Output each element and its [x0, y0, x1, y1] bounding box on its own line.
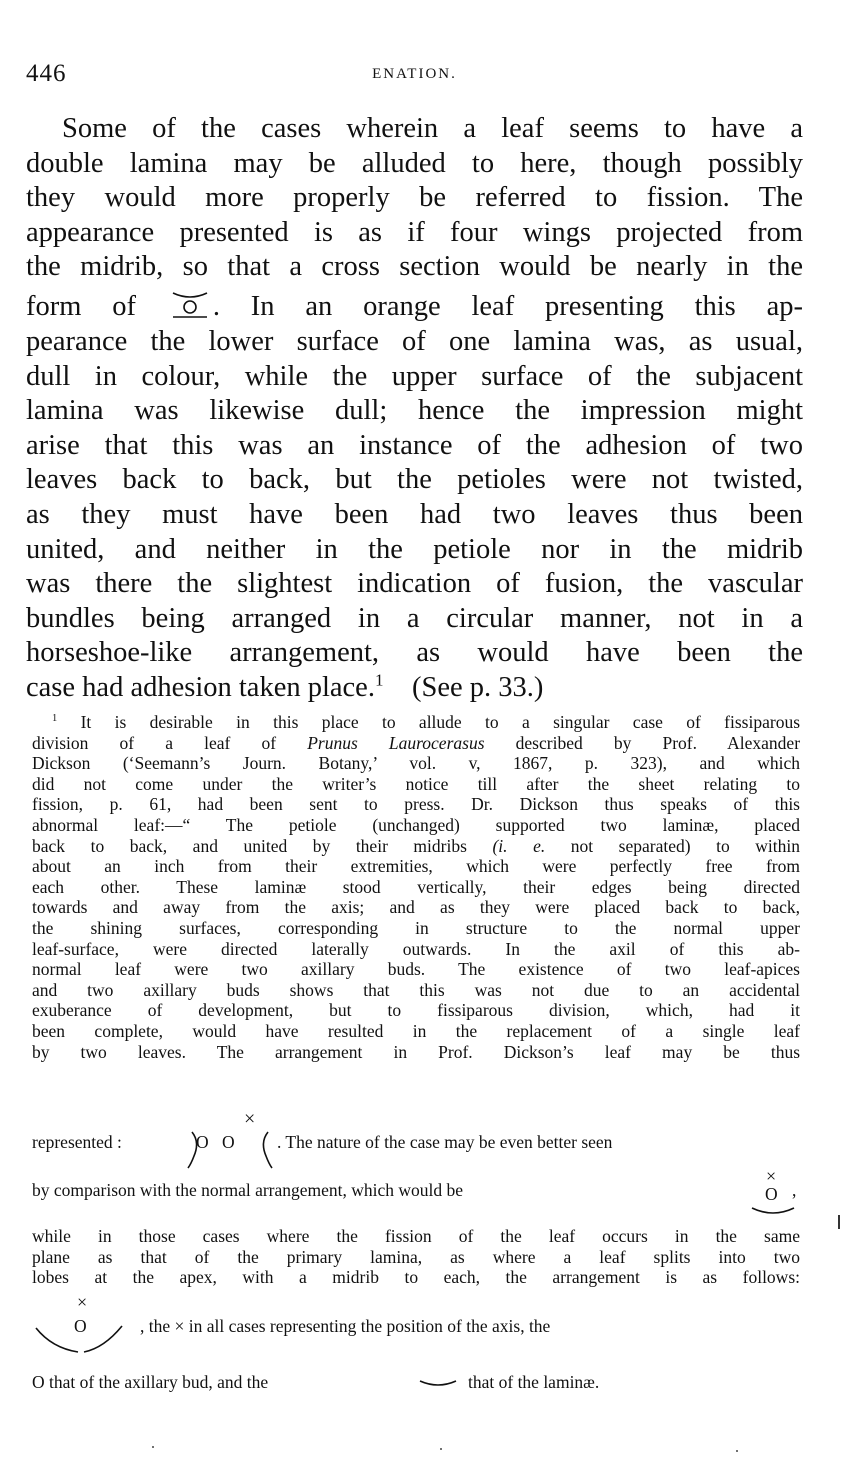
text-segment: It is desirable in this place to allude to a singular case of fissiparous: [80, 712, 801, 732]
ie-abbrev: (i. e.: [492, 835, 546, 856]
footnote-symbol-row: [32, 1166, 800, 1222]
footnote-symbol-row: [32, 1108, 800, 1172]
footnote-line: towards and away from the axis; and as they were placed back to back,: [32, 897, 800, 918]
footnote-line: the shining surfaces, corresponding in structure to the normal upper: [32, 917, 800, 938]
footnote-continuation: [32, 1226, 800, 1288]
footnote-line: [32, 712, 800, 733]
text-line: Some of the cases wherein a leaf seems to have a: [62, 113, 803, 144]
footnote-line: exuberance of development, but to fissiparous division, which, had it: [32, 1000, 800, 1021]
footnote-line: plane as that of the primary lamina, as where a leaf splits into two: [32, 1246, 800, 1267]
lamina-curve-symbol: [418, 1378, 458, 1390]
footnote: [32, 712, 800, 1062]
text-line: appearance presented is as if four wings projected from: [26, 216, 803, 248]
footnote-line: while in those cases where the fission of the leaf occurs in the same: [32, 1226, 800, 1246]
text-line: double lamina may be alluded to here, though possibly: [26, 147, 803, 179]
text-line: arise that this was an instance of the adhesion of two: [26, 429, 803, 461]
footnote-line: lobes at the apex, with a midrib to each, the arrangement is as follows:: [32, 1267, 800, 1288]
bud-text: O that of the axillary bud, and the: [32, 1372, 269, 1392]
text-line: horseshoe-like arrangement, as would have been the: [26, 637, 803, 669]
footnote-line: leaf-surface, were directed laterally outwards. In the axil of this ab-: [32, 938, 800, 959]
cross-section-symbol: [167, 287, 213, 321]
page-number: 446: [26, 60, 67, 87]
axis-cross-symbol: ×: [244, 1108, 256, 1130]
text-line: [26, 671, 803, 706]
running-head: ENATION.: [372, 66, 457, 82]
footnote-line: by two leaves. The arrangement in Prof. Dickson’s leaf may be thus: [32, 1041, 800, 1062]
footnote-marker: 1: [52, 713, 58, 725]
text-line: bundles being arranged in a circular manner, not in a: [26, 602, 803, 634]
footnote-line: did not come under the writer’s notice till after the sheet relating to: [32, 773, 800, 794]
footnote-line: abnormal leaf:—“ The petiole (unchanged) supported two laminæ, placed: [32, 814, 800, 835]
footnote-symbol-row: [32, 1372, 800, 1402]
text-line: as they must have been had two leaves thus been: [26, 498, 803, 530]
text-segment: not separated) to within: [570, 835, 801, 856]
comparison-text: by comparison with the normal arrangement, which would be: [32, 1180, 464, 1200]
page-header: [26, 60, 803, 92]
lamina-curve-symbol: [750, 1204, 796, 1218]
footnote-line: been complete, would have resulted in the replacement of a single leaf: [32, 1020, 800, 1041]
text-line: dull in colour, while the upper surface of the subjacent: [26, 360, 803, 392]
laminae-text: that of the laminæ.: [468, 1372, 600, 1392]
bud-symbol: O: [196, 1132, 209, 1152]
bud-symbol: O: [74, 1316, 87, 1336]
text-line: was there the slightest indication of fusion, the vascular: [26, 568, 803, 600]
main-paragraph: [26, 112, 803, 706]
footnote-line: [32, 733, 800, 754]
footnote-line: each other. These laminæ stood vertically, their edges being directed: [32, 876, 800, 897]
text-line: united, and neither in the petiole nor in the midrib: [26, 533, 803, 565]
text-line: pearance the lower surface of one lamina was, as usual,: [26, 325, 803, 357]
bud-symbol: O: [765, 1184, 778, 1204]
footnote-line: Dickson (‘Seemann’s Journ. Botany,’ vol. v, 1867, p. 323), and which: [32, 753, 800, 774]
text-segment: division of a leaf of: [32, 732, 277, 753]
scan-edge-mark: [838, 1215, 840, 1229]
axis-cross-symbol: ×: [766, 1166, 777, 1186]
footnote-line: and two axillary buds shows that this was not due to an accidental: [32, 979, 800, 1000]
nature-text: . The nature of the case may be even better seen: [277, 1132, 613, 1152]
text-segment: case had adhesion taken place.: [26, 671, 375, 703]
bud-symbol: O: [222, 1132, 235, 1152]
text-line: the midrib, so that a cross section would be nearly in the: [26, 251, 803, 283]
footnote-symbol-row: [32, 1292, 800, 1362]
footnote-line: normal leaf were two axillary buds. The existence of two leaf-apices: [32, 959, 800, 980]
axis-text: , the × in all cases representing the position of the axis, the: [140, 1316, 551, 1336]
text-segment: back to back, and united by their midribs: [32, 835, 467, 856]
text-segment: described by Prof. Alexander: [515, 732, 801, 753]
text-line: they would more properly be referred to fission. The: [26, 182, 803, 214]
represented-label: represented :: [32, 1132, 122, 1152]
text-line: lamina was likewise dull; hence the impression might: [26, 395, 803, 427]
axis-cross-symbol: ×: [77, 1292, 88, 1312]
scan-speck: [440, 1448, 442, 1450]
text-line: form of . In an orange leaf presenting this ap-: [26, 285, 803, 325]
species-name: Prunus Laurocerasus: [307, 732, 485, 753]
text-segment: In an orange leaf presenting this ap-: [250, 290, 804, 322]
footnote-reference: 1: [374, 670, 384, 690]
text-line: leaves back to back, but the petioles were not twisted,: [26, 464, 803, 496]
footnote-line: [32, 836, 800, 857]
footnote-line: fission, p. 61, had been sent to press. Dr. Dickson thus speaks of this: [32, 794, 800, 815]
page-cross-reference: (See p. 33.): [412, 671, 544, 703]
comma: ,: [792, 1180, 797, 1200]
footnote-line: about an inch from their extremities, which were perfectly free from: [32, 856, 800, 877]
split-lamina-symbol: [32, 1318, 132, 1358]
scan-speck: [736, 1450, 738, 1452]
form-of-text: form of: [26, 290, 136, 322]
scan-speck: [152, 1446, 154, 1448]
